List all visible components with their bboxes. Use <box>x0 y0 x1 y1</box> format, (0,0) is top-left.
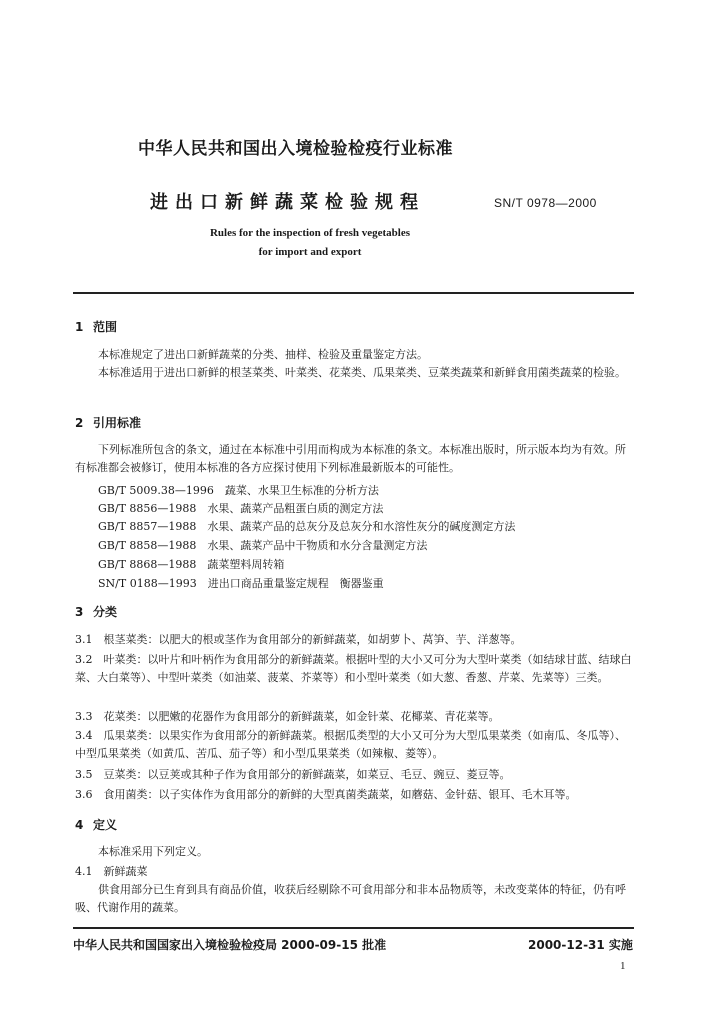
reference-item: GB/T 8868—1988 蔬菜塑料周转箱 <box>98 558 285 571</box>
document-title: 进出口新鲜蔬菜检验规程 <box>150 192 425 213</box>
section-title: 定义 <box>93 818 118 832</box>
implementation-date: 2000-12-31 实施 <box>528 938 633 952</box>
page-number: 1 <box>620 960 626 972</box>
section-number: 3 <box>75 605 84 619</box>
section-number: 1 <box>75 320 84 334</box>
reference-item: GB/T 5009.38—1996 蔬菜、水果卫生标准的分析方法 <box>98 484 379 497</box>
classification-item: 3.2 叶菜类：以叶片和叶柄作为食用部分的新鲜蔬菜。根据叶型的大小又可分为大型叶菜类（如结球甘蓝、结球白菜、大白菜等）、中型叶菜类（如油菜、菠菜、芥菜等）和小型叶菜类（如大葱、香葱、芹菜、先菜等）三类。 <box>75 653 632 684</box>
section-4-paragraph-2: 供食用部分已生育到具有商品价值，收获后经剔除不可食用部分和非本品物质等，未改变菜体的特征，仍有呼吸、代谢作用的蔬菜。 <box>75 883 626 914</box>
issuing-organization: 中华人民共和国出入境检验检疫行业标准 <box>138 139 453 159</box>
section-number: 4 <box>75 818 84 832</box>
section-2-paragraph: 下列标准所包含的条文，通过在本标准中引用而构成为本标准的条文。本标准出版时，所示版本均为有效。所有标准都会被修订，使用本标准的各方应探讨使用下列标准最新版本的可能性。 <box>75 443 626 474</box>
classification-item: 3.6 食用菌类：以子实体作为食用部分的新鲜的大型真菌类蔬菜，如蘑菇、金针菇、银耳、毛木耳等。 <box>75 788 577 801</box>
subsection-title: 新鲜蔬菜 <box>103 865 148 878</box>
classification-item: 3.4 瓜果菜类：以果实作为食用部分的新鲜蔬菜。根据瓜类型的大小又可分为大型瓜果菜类（如南瓜、冬瓜等）、中型瓜果菜类（如黄瓜、苦瓜、茄子等）和小型瓜果菜类（如辣椒、菱等）。 <box>75 729 626 760</box>
section-4-heading <box>75 816 117 833</box>
reference-item: GB/T 8857—1988 水果、蔬菜产品的总灰分及总灰分和水溶性灰分的碱度测定方法 <box>98 520 516 533</box>
section-number: 2 <box>75 416 84 430</box>
classification-item: 3.3 花菜类：以肥嫩的花器作为食用部分的新鲜蔬菜，如金针菜、花椰菜、青花菜等。 <box>75 710 500 723</box>
section-1-paragraph-1: 本标准规定了进出口新鲜蔬菜的分类、抽样、检验及重量鉴定方法。 <box>98 348 428 361</box>
subsection-4-1-heading <box>75 863 148 879</box>
footer-divider <box>73 927 634 929</box>
reference-item: GB/T 8858—1988 水果、蔬菜产品中干物质和水分含量测定方法 <box>98 539 428 552</box>
section-1-heading <box>75 318 117 335</box>
english-title-line-1: Rules for the inspection of fresh vegetables <box>209 227 411 239</box>
classification-item: 3.1 根茎菜类：以肥大的根或茎作为食用部分的新鲜蔬菜，如胡萝卜、莴笋、芋、洋葱等。 <box>75 633 522 646</box>
classification-item: 3.5 豆菜类：以豆荚或其种子作为食用部分的新鲜蔬菜，如菜豆、毛豆、豌豆、菱豆等。 <box>75 768 511 781</box>
reference-item: SN/T 0188—1993 进出口商品重量鉴定规程 衡器鉴重 <box>98 577 384 590</box>
subsection-number: 4.1 <box>75 865 93 878</box>
section-1-paragraph-2: 本标准适用于进出口新鲜的根茎菜类、叶菜类、花菜类、瓜果菜类、豆菜类蔬菜和新鲜食用菌类蔬菜的检验。 <box>98 366 626 379</box>
section-3-heading <box>75 603 117 620</box>
approval-date: 中华人民共和国国家出入境检验检疫局 2000-09-15 批准 <box>73 938 387 952</box>
section-title: 分类 <box>93 605 118 619</box>
section-4-paragraph-1: 本标准采用下列定义。 <box>98 845 208 858</box>
standard-number: SN/T 0978—2000 <box>494 196 597 210</box>
section-2-heading <box>75 414 141 431</box>
reference-item: GB/T 8856—1988 水果、蔬菜产品粗蛋白质的测定方法 <box>98 502 384 515</box>
section-title: 范围 <box>93 320 118 334</box>
header-divider <box>73 292 634 294</box>
section-title: 引用标准 <box>93 416 142 430</box>
english-title-line-2: for import and export <box>258 246 362 258</box>
